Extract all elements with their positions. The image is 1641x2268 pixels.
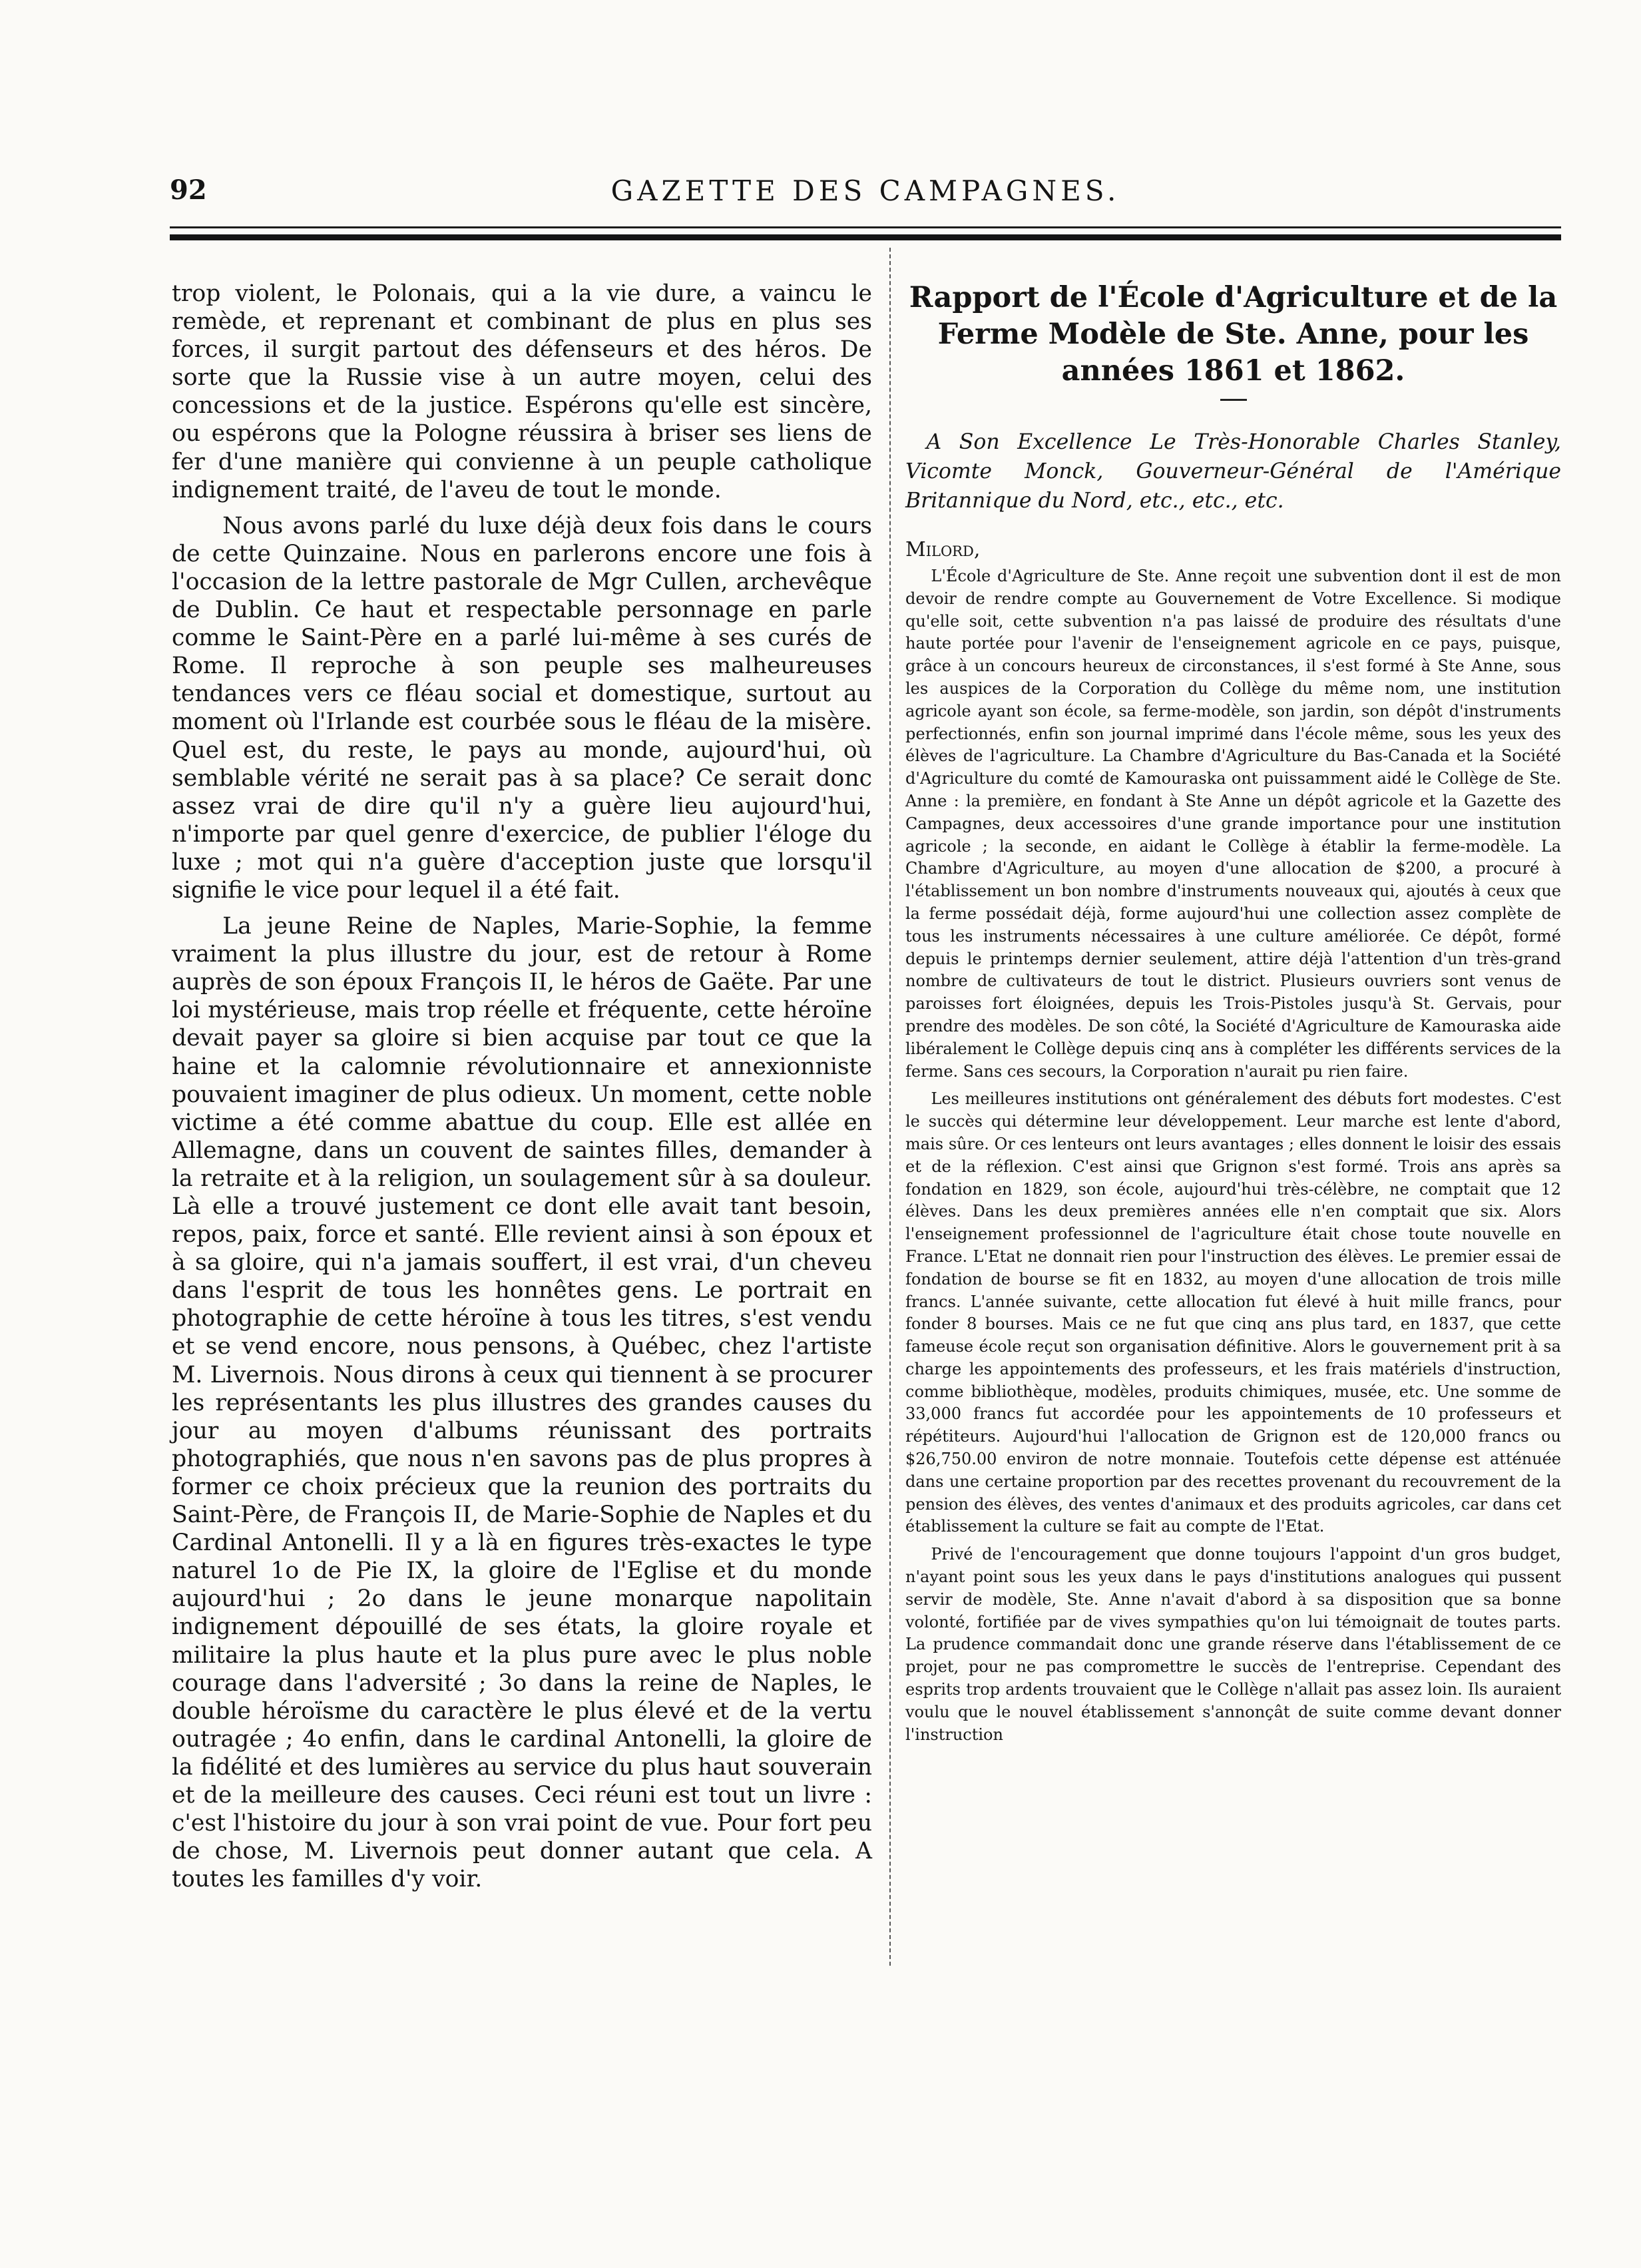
right-paragraph-2: Les meilleures institutions ont généralement des débuts fort modestes. C'est le succès qui détermine leur développement. Leur marche est lente d'abord, mais sûre. Or ces lenteurs ont leurs avantages ; elles donnent le loisir des essais et de la réflexion. C'est ainsi que Grignon s'est formé. Trois ans après sa fondation en 1829, son école, aujourd'hui très-célèbre, ne comptait que 12 élèves. Dans les deux premières années elle n'en comptait que six. Alors l'enseignement professionnel de l'agriculture était chose toute nouvelle en France. L'Etat ne donnait rien pour l'instruction des élèves. Le premier essai de fondation de bourse se fit en 1832, au moyen d'une allocation de trois mille francs. L'année suivante, cette allocation fut élevé à huit mille francs, pour fonder 8 bourses. Mais ce ne fut que cinq ans plus tard, en 1837, que cette fameuse école reçut son organisation définitive. Alors le gouvernement prit à sa charge les appointements des professeurs, et les frais matériels d'instruction, comme bibliothèque, modèles, produits chimiques, musée, etc. Une somme de 33,000 francs fut accordée pour les appointements de 10 professeurs et répétiteurs. Aujourd'hui l'allocation de Grignon est de 120,000 francs ou $26,750.00 environ de notre monnaie. Toutefois cette dépense est atténuée dans une certaine proportion par des recettes provenant du recouvrement de la pension des élèves, des ventes d'animaux et des produits agricoles, car dans cet établissement la culture se fait au compte de l'Etat. bbox=[905, 1089, 1561, 1536]
header-rule-thick bbox=[170, 234, 1561, 240]
header-rule-thin bbox=[170, 226, 1561, 228]
left-paragraph-2: Nous avons parlé du luxe déjà deux fois dans le cours de cette Quinzaine. Nous en parlerons encore une fois à l'occasion de la lettre pastorale de Mgr Cullen, archevêque de Dublin. Ce haut et respectable personnage en parle comme le Saint-Père en a parlé lui-même à ses curés de Rome. Il reproche à son peuple ses malheureuses tendances vers ce fléau social et domestique, surtout au moment où l'Irlande est courbée sous le fléau de la misère. Quel est, du reste, le pays au monde, aujourd'hui, où semblable vérité ne serait pas à sa place? Ce serait donc assez vrai de dire qu'il n'y a guère lieu aujourd'hui, n'importe par quel genre d'exercice, de publier l'éloge du luxe ; mot qui n'a guère d'acception juste que lorsqu'il signifie le vice pour lequel il a été fait. bbox=[172, 512, 872, 904]
report-title: Rapport de l'École d'Agriculture et de la Ferme Modèle de Ste. Anne, pour les années 1861 et 1862. bbox=[909, 281, 1558, 388]
dedication: A Son Excellence Le Très-Honorable Charles Stanley, Vicomte Monck, Gouverneur-Général de l'Amérique Britannique du Nord, etc., etc., etc. bbox=[905, 430, 1561, 513]
right-paragraph-1: L'École d'Agriculture de Ste. Anne reçoit une subvention dont il est de mon devoir de rendre compte au Gouvernement de Votre Excellence. Si modique qu'elle soit, cette subvention n'a pas laissé de produire des résultats d'une haute portée pour l'avenir de l'enseignement agricole en ce pays, puisque, grâce à un concours heureux de circonstances, il s'est formé à Ste Anne, sous les auspices de la Corporation du Collège du même nom, une institution agricole ayant son école, sa ferme-modèle, son jardin, son dépôt d'instruments perfectionnés, enfin son journal imprimé dans l'école même, sous les yeux des élèves de l'agriculture. La Chambre d'Agriculture du Bas-Canada et la Société d'Agriculture du comté de Kamouraska ont puissamment aidé le Collège de Ste. Anne : la première, en fondant à Ste Anne un dépôt agricole et la Gazette des Campagnes, deux accessoires d'une grande importance pour une institution agricole ; la seconde, en aidant le Collège à établir la ferme-modèle. La Chambre d'Agriculture, au moyen d'une allocation de $200, a procuré à l'établissement un bon nombre d'instruments nouveaux qui, ajoutés à ceux que la ferme possédait déjà, forme aujourd'hui une collection assez complète de tous les instruments nécessaires à une culture améliorée. Ce dépôt, formé depuis le printemps dernier seulement, attire déjà l'attention d'un très-grand nombre de cultivateurs de tout le district. Plusieurs ouvriers sont venus de paroisses fort éloignées, depuis les Trois-Pistoles jusqu'à St. Gervais, pour prendre des modèles. De son côté, la Société d'Agriculture de Kamouraska aide libéralement le Collège depuis cinq ans à compléter les différents services de la ferme. Sans ces secours, la Corporation n'aurait pu rien faire. bbox=[905, 567, 1561, 1081]
left-paragraph-1: trop violent, le Polonais, qui a la vie dure, a vaincu le remède, et reprenant et combinant de plus en plus ses forces, il surgit partout des défenseurs et des héros. De sorte que la Russie vise à un autre moyen, celui des concessions et de la justice. Espérons qu'elle est sincère, ou espérons que la Pologne réussira à briser ses liens de fer d'une manière qui convienne à un peuple catholique indignement traité, de l'aveu de tout le monde. bbox=[172, 280, 872, 503]
running-title: GAZETTE DES CAMPAGNES. bbox=[610, 174, 1120, 207]
page-header bbox=[170, 174, 1561, 214]
right-paragraph-3: Privé de l'encouragement que donne toujours l'appoint d'un gros budget, n'ayant point sous les yeux dans le pays d'institutions analogues qui pussent servir de modèle, Ste. Anne n'avait d'abord à sa disposition que sa bonne volonté, fortifiée par de vives sympathies qu'on lui témoignait de toutes parts. La prudence commandait donc une grande réserve dans l'établissement de ce projet, pour ne pas compromettre le succès de l'entreprise. Cependant des esprits trop ardents trouvaient que le Collège n'allait pas assez loin. Ils auraient voulu que le nouvel établissement s'annonçât de suite comme devant donner l'instruction bbox=[905, 1545, 1561, 1744]
title-dash bbox=[1220, 399, 1247, 401]
column-divider bbox=[889, 248, 892, 1966]
left-column bbox=[172, 280, 872, 1893]
salutation: Milord, bbox=[905, 538, 981, 561]
page-number: 92 bbox=[170, 174, 207, 206]
right-column bbox=[905, 280, 1561, 1746]
left-paragraph-3: La jeune Reine de Naples, Marie-Sophie, la femme vraiment la plus illustre du jour, est de retour à Rome auprès de son époux François II, le héros de Gaëte. Par une loi mystérieuse, mais trop réelle et fréquente, cette héroïne devait payer sa gloire si bien acquise par tout ce que la haine et la calomnie révolutionnaire et annexionniste pouvaient imaginer de plus odieux. Un moment, cette noble victime a été comme abattue du coup. Elle est allée en Allemagne, dans un couvent de saintes filles, demander à la retraite et à la religion, un soulagement sûr à sa douleur. Là elle a trouvé justement ce dont elle avait tant besoin, repos, paix, force et santé. Elle revient ainsi à son époux et à sa gloire, qui n'a jamais souffert, il est vrai, d'un cheveu dans l'esprit de tous les honnêtes gens. Le portrait en photographie de cette héroïne à tous les titres, s'est vendu et se vend encore, nous pensons, à Québec, chez l'artiste M. Livernois. Nous dirons à ceux qui tiennent à se procurer les représentants les plus illustres des grandes causes du jour au moyen d'albums réunissant des portraits photographiés, que nous n'en savons pas de plus propres à former ce choix précieux que la reunion des portraits du Saint-Père, de François II, de Marie-Sophie de Naples et du Cardinal Antonelli. Il y a là en figures très-exactes le type naturel 1o de Pie IX, la gloire de l'Eglise et du monde aujourd'hui ; 2o dans le jeune monarque napolitain indignement dépouillé de ses états, la gloire royale et militaire la plus haute et la plus pure avec le plus noble courage dans l'adversité ; 3o dans la reine de Naples, le double héroïsme du caractère le plus élevé et de la vertu outragée ; 4o enfin, dans le cardinal Antonelli, la gloire de la fidélité et des lumières au service du plus haut souverain et de la meilleure des causes. Ceci réuni est tout un livre : c'est l'histoire du jour à son vrai point de vue. Pour fort peu de chose, M. Livernois peut donner autant que cela. A toutes les familles d'y voir. bbox=[172, 913, 872, 1893]
